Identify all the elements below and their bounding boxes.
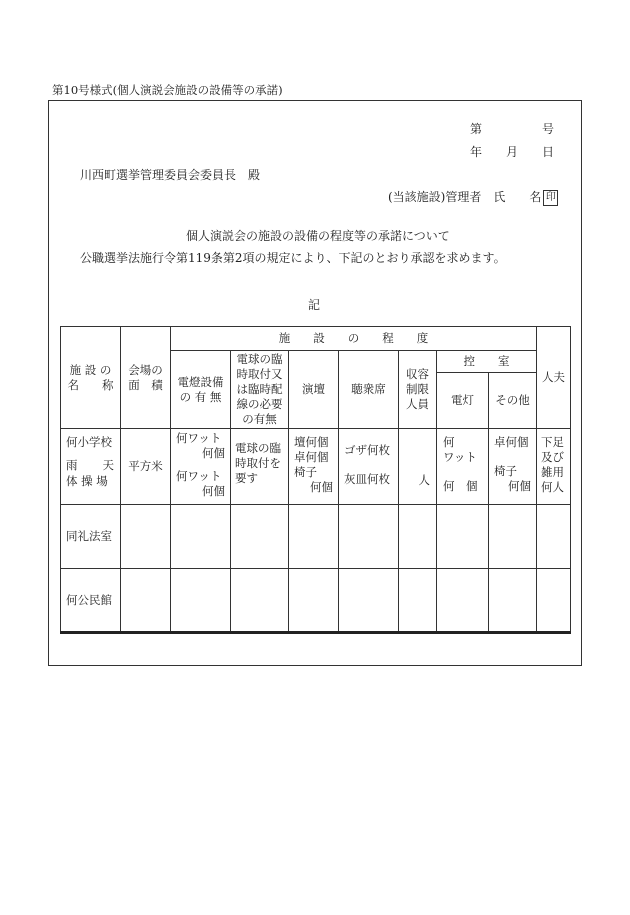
row1-other-line3: 何個 [508, 479, 531, 493]
row1-stage-line1: 壇何個 [294, 435, 329, 449]
row1-audience-line2: 灰皿何枚 [344, 472, 390, 486]
date-month: 月 [506, 145, 519, 159]
header-capacity [399, 351, 437, 429]
header-facility-name-line2: 名 称 [67, 377, 114, 392]
header-bulb-line4: 線の必要 [236, 397, 283, 411]
row1-audience [339, 429, 399, 505]
manager-line [388, 188, 558, 206]
row1-bulb-line2: 時取付を [235, 456, 281, 470]
header-area-line1: 会場の [128, 362, 163, 377]
header-capacity-line2: 制限 [406, 382, 429, 396]
row1-electric-line3: 何ワット [176, 469, 222, 483]
row1-name-line2 [61, 450, 120, 473]
row1-stage-line4: 何個 [310, 480, 333, 494]
header-bulb-line1: 電球の臨 [236, 352, 283, 366]
row1-helpers-line4: 何人 [541, 480, 564, 494]
row1-helpers-line1: 下足 [541, 435, 564, 449]
header-audience: 聴衆席 [339, 351, 399, 429]
row1-electric-line1: 何ワット [176, 431, 222, 445]
header-area-line2: 面 積 [128, 377, 163, 392]
row2-electric [171, 505, 231, 569]
number-suffix: 号 [542, 122, 555, 136]
header-facility-name-line1: 施 設 の [69, 362, 112, 377]
row3-capacity [399, 569, 437, 633]
subject: 個人演説会の施設の設備の程度等の承諾について [186, 229, 450, 243]
date-day: 日 [542, 145, 555, 159]
row3-helpers [537, 569, 571, 633]
row3-facility-name: 何公民館 [61, 569, 121, 633]
header-facility-name [61, 327, 121, 429]
row1-name-line2-right: 天 [102, 458, 114, 472]
header-electric [171, 351, 231, 429]
row1-facility-name [61, 429, 121, 505]
date-year: 年 [470, 145, 483, 159]
header-capacity-line1: 収容 [406, 367, 429, 381]
row1-stage [289, 429, 339, 505]
row1-light-line3: 何 個 [443, 479, 478, 493]
row2-area [121, 505, 171, 569]
row2-stage [289, 505, 339, 569]
row1-stage-line3: 椅子 [294, 465, 317, 479]
row1-stage-line2: 卓何個 [294, 450, 329, 464]
row1-audience-line1: ゴザ何枚 [344, 443, 390, 457]
row1-capacity-value: 人 [418, 473, 430, 487]
form-number: 第10号様式(個人演説会施設の設備等の承諾) [52, 83, 283, 97]
header-degree: 施 設 の 程 度 [171, 327, 537, 351]
facility-table [60, 326, 571, 634]
row1-electric [171, 429, 231, 505]
header-capacity-line3: 人員 [406, 397, 429, 411]
row3-bulb [231, 569, 289, 633]
row3-audience [339, 569, 399, 633]
row1-electric-line2: 何個 [202, 446, 225, 460]
seal-mark: 印 [543, 190, 558, 206]
row3-electric [171, 569, 231, 633]
header-area [121, 327, 171, 429]
manager-label: (当該施設)管理者 氏 名 [388, 190, 542, 204]
row1-light [437, 429, 489, 505]
row1-other-line2: 椅子 [494, 464, 517, 478]
row1-name-line3: 体 操 場 [66, 474, 108, 488]
header-bulb [231, 351, 289, 429]
header-bulb-line5: の有無 [242, 412, 277, 426]
row2-other [489, 505, 537, 569]
row1-light-line2: ワット [443, 450, 477, 464]
row2-light [437, 505, 489, 569]
row1-helpers-line3: 雑用 [541, 465, 564, 479]
addressee: 川西町選挙管理委員会委員長 殿 [80, 168, 261, 182]
row1-name-line2-left: 雨 [66, 458, 78, 472]
header-other: その他 [489, 373, 537, 429]
row2-facility-name: 同礼法室 [61, 505, 121, 569]
header-light: 電灯 [437, 373, 489, 429]
row1-name-line1: 何小学校 [66, 435, 112, 449]
header-electric-line2: の 有 無 [179, 389, 222, 404]
header-stage: 演壇 [289, 351, 339, 429]
row1-other [489, 429, 537, 505]
header-bulb-line2: 時取付又 [236, 367, 283, 381]
header-waiting-room: 控 室 [437, 351, 537, 373]
row3-light [437, 569, 489, 633]
row1-other-line1: 卓何個 [494, 435, 529, 449]
row2-audience [339, 505, 399, 569]
row3-area [121, 569, 171, 633]
row1-electric-line4: 何個 [202, 484, 225, 498]
header-bulb-line3: は臨時配 [236, 382, 283, 396]
header-helpers: 人夫 [537, 327, 571, 429]
row2-bulb [231, 505, 289, 569]
ki-label: 記 [308, 298, 321, 312]
body-text: 公職選挙法施行令第119条第2項の規定により、下記のとおり承認を求めます。 [80, 251, 506, 265]
row1-light-line1: 何 [443, 435, 455, 449]
header-electric-line1: 電燈設備 [177, 374, 224, 389]
row3-other [489, 569, 537, 633]
row1-capacity [399, 429, 437, 505]
row1-bulb [231, 429, 289, 505]
row1-helpers [537, 429, 571, 505]
row1-bulb-line3: 要す [235, 471, 258, 485]
number-prefix: 第 [470, 122, 483, 136]
row3-stage [289, 569, 339, 633]
row2-helpers [537, 505, 571, 569]
row1-bulb-line1: 電球の臨 [235, 441, 281, 455]
row1-area: 平方米 [121, 429, 171, 505]
row2-capacity [399, 505, 437, 569]
row1-helpers-line2: 及び [541, 450, 564, 464]
